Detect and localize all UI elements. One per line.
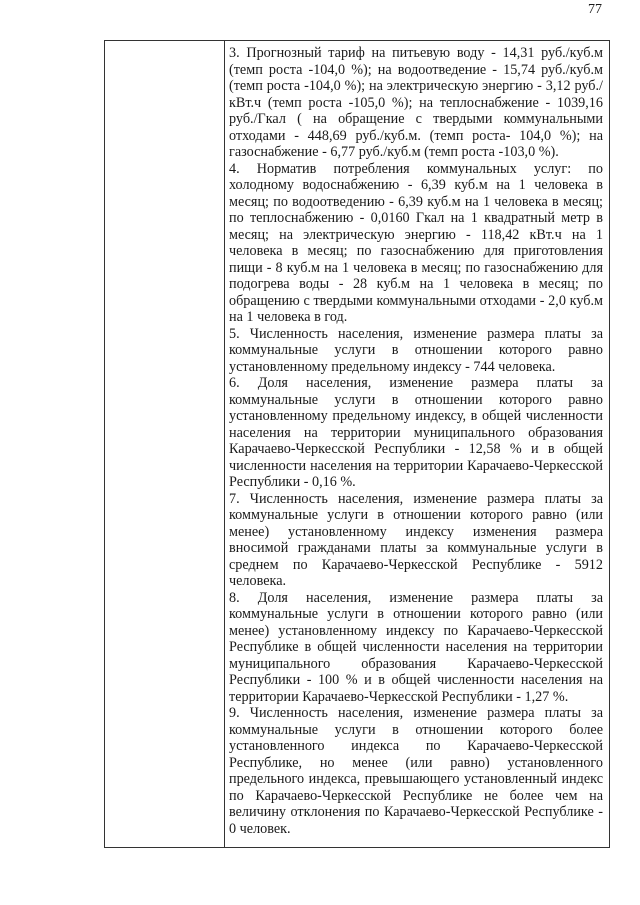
paragraph-7-population-count: 7. Численность населения, изменение размера платы за коммунальные услуги в отношении которого равно (или менее) установленному индексу изменения размера вносимой гражданами платы за коммунальные услуги в среднем по Карачаево-Черкесской Республике - 5912 человека. [229,490,603,589]
paragraph-4-consumption-norms: 4. Норматив потребления коммунальных услуг: по холодному водоснабжению - 6,39 куб.м на 1 человека в месяц; по водоотведению - 6,39 куб.м на 1 человека в месяц; по теплоснабжению - 0,0160 Гкал на 1 квадратный метр в месяц; на электрическую энергию - 118,42 кВт.ч на 1 человека в месяц; по газоснабжению для приготовления пищи - 8 куб.м на 1 человека в месяц; по газоснабжению для подогрева воды - 28 куб.м на 1 человека в месяц; по обращению с твердыми коммунальными отходами - 2,0 куб.м на 1 человека в год. [229,160,603,325]
paragraph-3-forecast-tariffs: 3. Прогнозный тариф на питьевую воду - 14,31 руб./куб.м (темп роста -104,0 %); на водоотведение - 15,74 руб./куб.м (темп роста -104,0 %); на электрическую энергию - 3,12 руб./кВт.ч (темп роста -105,0 %); на теплоснабжение - 1039,16 руб./Гкал ( на обращение с твердыми коммунальными отходами - 448,69 руб./куб.м. (темп роста- 104,0 %); на газоснабжение - 6,77 руб./куб.м (темп роста -103,0 %). [229,45,603,160]
table [104,40,610,848]
paragraph-5-population-count: 5. Численность населения, изменение размера платы за коммунальные услуги в отношении которого равно установленному предельному индексу - 744 человека. [229,325,603,375]
paragraph-6-population-share: 6. Доля населения, изменение размера платы за коммунальные услуги в отношении которого равно установленному предельному индексу, в общей численности населения на территории муниципального образования Карачаево-Черкесской Республики - 12,58 % и в общей численности населения на территории Карачаево-Черкесской Республики - 0,16 %. [229,375,603,490]
table-right-column [229,45,603,837]
paragraph-9-population-count: 9. Численность населения, изменение размера платы за коммунальные услуги в отношении которого более установленного индекса по Карачаево-Черкесской Республике, но менее (или равно) установленного предельного индекса, превышающего установленный индекс по Карачаево-Черкесской Республике не более чем на величину отклонения по Карачаево-Черкесской Республике - 0 человек. [229,705,603,837]
page-number: 77 [588,2,602,17]
table-left-column [105,41,225,847]
paragraph-8-population-share: 8. Доля населения, изменение размера платы за коммунальные услуги в отношении которого равно (или менее) установленному индексу по Карачаево-Черкесской Республике в общей численности населения на территории муниципального образования Карачаево-Черкесской Республики - 100 % и в общей численности населения на территории Карачаево-Черкесской Республики - 1,27 %. [229,589,603,705]
